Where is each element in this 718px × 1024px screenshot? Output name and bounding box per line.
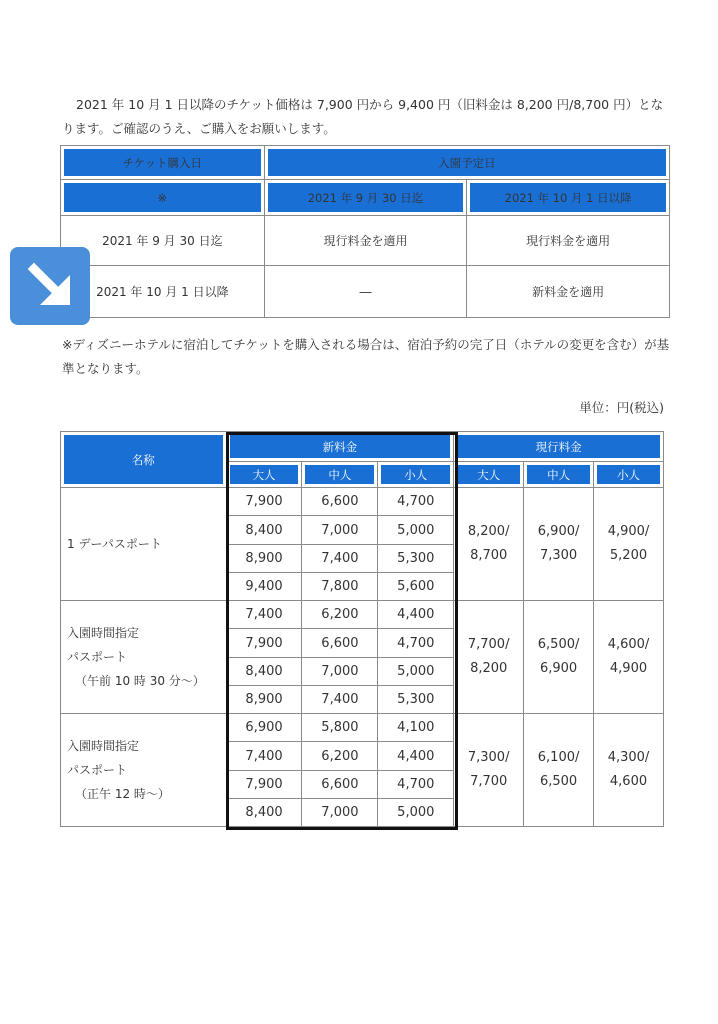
current-adult-header: 大人 [454,462,524,488]
new-price-cell: 7,900 [226,629,302,658]
new-price-cell: 7,900 [226,488,302,516]
new-price-cell: 7,400 [302,545,378,573]
new-price-cell: 7,400 [226,742,302,771]
current-price-cell [454,488,524,601]
new-price-cell: 8,900 [226,686,302,714]
purchase-note-mark: ※ [61,180,265,216]
table-row [61,488,664,516]
current-price-line: 8,700 [470,548,508,563]
current-price-cell [594,601,664,714]
col-until-sep30: 2021 年 9 月 30 日迄 [264,180,467,216]
new-price-cell: 5,300 [378,545,454,573]
new-price-cell: 6,600 [302,771,378,799]
current-junior-header: 中人 [524,462,594,488]
current-price-line: 6,500 [539,774,578,789]
new-price-cell: 4,400 [378,601,454,629]
new-price-cell: 5,000 [378,799,454,827]
purchase-date-table [60,145,670,318]
current-child-header: 小人 [594,462,664,488]
current-price-line: 4,600 [609,774,648,789]
table-row [61,714,664,742]
new-adult-header: 大人 [226,462,302,488]
new-price-cell: 8,400 [226,799,302,827]
ticket-name-line: パスポート [67,650,128,664]
current-price-line: 4,600/ [607,637,650,652]
new-price-cell: 8,900 [226,545,302,573]
current-price-line: 4,300/ [607,750,650,765]
current-price-line: 6,100/ [537,750,580,765]
current-price-cell [594,714,664,827]
cell: 新料金を適用 [467,266,670,318]
ticket-name-line: （午前 10 時 30 分～） [75,674,205,688]
table-row [61,216,670,266]
new-price-cell: 9,400 [226,573,302,601]
new-price-cell: 7,400 [226,601,302,629]
price-table-body [61,488,664,827]
current-price-line: 4,900 [609,661,648,676]
new-price-cell: 4,700 [378,488,454,516]
current-price-line: 6,900/ [537,524,580,539]
ticket-name-line: パスポート [67,763,128,777]
new-price-cell: 4,700 [378,771,454,799]
current-price-line: 8,200/ [467,524,510,539]
cell: 現行料金を適用 [264,216,467,266]
visit-date-header: 入園予定日 [264,146,669,180]
new-price-cell: 4,700 [378,629,454,658]
new-price-cell: 4,400 [378,742,454,771]
new-price-cell: 5,000 [378,516,454,545]
arrow-down-right-icon [10,247,90,325]
new-price-cell: 7,000 [302,799,378,827]
new-price-cell: 8,400 [226,658,302,686]
new-price-cell: 5,300 [378,686,454,714]
current-price-cell [454,714,524,827]
new-junior-header: 中人 [302,462,378,488]
current-price-cell [524,601,594,714]
price-table [60,431,664,827]
current-price-cell [594,488,664,601]
new-price-cell: 7,000 [302,516,378,545]
new-price-cell: 6,600 [302,488,378,516]
new-price-header: 新料金 [226,432,454,462]
current-price-cell [524,488,594,601]
current-price-line: 6,500/ [537,637,580,652]
new-price-cell: 8,400 [226,516,302,545]
new-price-cell: 7,000 [302,658,378,686]
cell: 現行料金を適用 [467,216,670,266]
ticket-name-line: 1 デーパスポート [67,537,162,551]
new-price-cell: 5,600 [378,573,454,601]
row-label: 2021 年 10 月 1 日以降 [61,266,265,318]
new-price-cell: 7,900 [226,771,302,799]
current-price-cell [454,601,524,714]
unit-label: 単位：円(税込) [579,400,664,415]
new-price-cell: 5,800 [302,714,378,742]
hotel-note: ※ディズニーホテルに宿泊してチケットを購入される場合は、宿泊予約の完了日（ホテルの変更を含む）が基準となります。 [62,336,670,376]
current-price-line: 7,700/ [467,637,510,652]
current-price-header: 現行料金 [454,432,664,462]
new-price-cell: 6,900 [226,714,302,742]
current-price-cell [524,714,594,827]
ticket-name-cell [61,601,227,714]
current-price-line: 8,200 [470,661,508,676]
ticket-name-cell [61,488,227,601]
purchase-date-header: チケット購入日 [61,146,265,180]
new-price-cell: 7,800 [302,573,378,601]
new-price-cell: 6,200 [302,742,378,771]
row-label: 2021 年 9 月 30 日迄 [61,216,265,266]
current-price-line: 6,900 [539,661,578,676]
name-header: 名称 [61,432,227,488]
new-child-header: 小人 [378,462,454,488]
new-price-cell: 6,600 [302,629,378,658]
arrow-button[interactable] [10,247,90,325]
new-price-cell: 7,400 [302,686,378,714]
current-price-line: 7,300/ [467,750,510,765]
new-price-cell: 5,000 [378,658,454,686]
current-price-line: 7,300 [539,548,578,563]
ticket-name-line: （正午 12 時～） [75,787,170,801]
table-row [61,601,664,629]
cell: ― [264,266,467,318]
current-price-line: 7,700 [470,774,508,789]
intro-paragraph: 2021 年 10 月 1 日以降のチケット価格は 7,900 円から 9,400 円（旧料金は 8,200 円/8,700 円）となります。ご確認のうえ、ご購入をお願いします。 [62,96,664,136]
ticket-name-line: 入園時間指定 [67,626,140,640]
col-after-oct1: 2021 年 10 月 1 日以降 [467,180,670,216]
table-row [61,266,670,318]
ticket-name-cell [61,714,227,827]
current-price-line: 5,200 [609,548,648,563]
new-price-cell: 4,100 [378,714,454,742]
current-price-line: 4,900/ [607,524,650,539]
new-price-cell: 6,200 [302,601,378,629]
ticket-name-line: 入園時間指定 [67,739,140,753]
